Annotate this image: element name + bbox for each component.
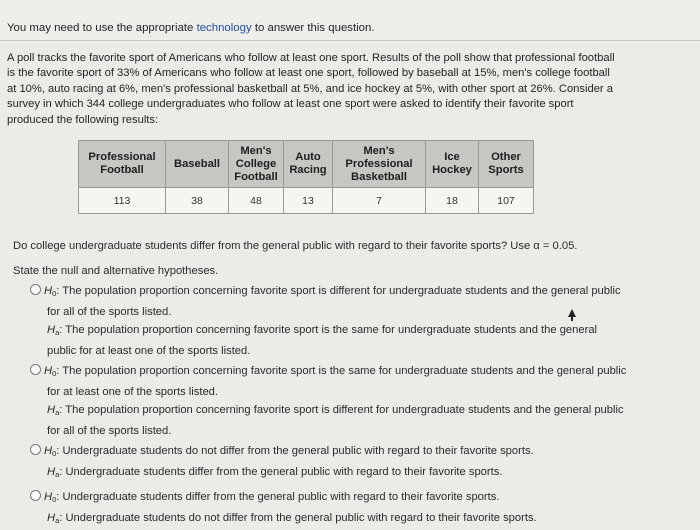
radio-button[interactable] (30, 490, 41, 501)
header-other-sports: Other Sports (479, 141, 534, 188)
null-hypothesis-text: for all of the sports listed. (47, 306, 172, 318)
problem-line: is the favorite sport of 33% of Americans who follow at least one sport, followed by baseball at 15%, men's college football (7, 67, 610, 80)
value-mens-professional-basketball: 7 (333, 188, 426, 214)
header-baseball: Baseball (166, 141, 229, 188)
instruction-pre: You may need to use the appropriate (7, 22, 197, 34)
hypothesis-option-2[interactable]: $H_0$: The population proportion concerning favorite sport is the same for undergraduate students and the general public for at least one of the sports listed. $H_a$: The population proportion concerning favorite sport is different for undergraduate students and the general public for all of the sports listed. (30, 362, 690, 440)
alt-hypothesis-text: : The population proportion concerning favorite sport is the same for undergraduate students and the general (59, 324, 598, 336)
hypothesis-option-3[interactable]: $H_0$: Undergraduate students do not differ from the general public with regard to their favorite sports. $H_a$: Undergraduate students differ from the general public with regard to their favorite sports. (30, 442, 690, 484)
problem-line: A poll tracks the favorite sport of Americans who follow at least one sport. Results of the poll show that professional football (7, 52, 615, 64)
table-header-row (79, 141, 534, 188)
technology-link[interactable]: technology (196, 22, 252, 34)
instruction-post: to answer this question. (251, 22, 375, 34)
problem-line: produced the following results: (7, 113, 159, 126)
null-hypothesis-text: : The population proportion concerning favorite sport is different for undergraduate students and the general public (56, 285, 621, 297)
value-auto-racing: 13 (284, 188, 333, 214)
problem-line: survey in which 344 college undergraduates who follow at least one sport were asked to identify their favorite sport (7, 98, 574, 111)
value-mens-college-football: 48 (229, 188, 284, 214)
value-baseball: 38 (166, 188, 229, 214)
hypotheses-prompt: State the null and alternative hypotheses. (13, 265, 219, 277)
header-mens-professional-basketball: Men's Professional Basketball (333, 141, 426, 188)
header-professional-football: Professional Football (79, 141, 166, 188)
null-hypothesis-text: : Undergraduate students do not differ from the general public with regard to their favorite sports. (56, 445, 534, 457)
problem-line: at 10%, auto racing at 6%, men's professional basketball at 5%, and ice hockey at 5%, with other sport at 26%. Consider a (7, 82, 613, 95)
header-ice-hockey: Ice Hockey (426, 141, 479, 188)
alt-hypothesis-text: : The population proportion concerning favorite sport is different for undergraduate students and the general public (59, 404, 624, 416)
survey-results-table (78, 140, 534, 214)
question-text: Do college undergraduate students differ from the general public with regard to their favorite sports? Use α = 0.05. (13, 240, 578, 252)
instruction-bar (0, 0, 700, 41)
mouse-cursor-stem (571, 316, 573, 321)
header-mens-college-football: Men's College Football (229, 141, 284, 188)
hypothesis-option-4[interactable]: $H_0$: Undergraduate students differ from the general public with regard to their favorite sports. $H_a$: Undergraduate students do not differ from the general public with regard to their favorite sports. (30, 488, 690, 530)
header-auto-racing: Auto Racing (284, 141, 333, 188)
instruction-text (7, 22, 375, 34)
alt-hypothesis-text: public for at least one of the sports listed. (47, 345, 251, 357)
hypothesis-option-1[interactable]: $H_0$: The population proportion concerning favorite sport is different for undergraduate students and the general public for all of the sports listed. $H_a$: The population proportion concerning favorite sport is the same for undergraduate students and the general public for at least one of the sports listed. (30, 282, 690, 360)
radio-button[interactable] (30, 284, 41, 295)
value-other-sports: 107 (479, 188, 534, 214)
value-professional-football: 113 (79, 188, 166, 214)
null-hypothesis-text: : Undergraduate students differ from the general public with regard to their favorite sports. (56, 491, 500, 503)
alt-hypothesis-text: : Undergraduate students differ from the general public with regard to their favorite sports. (59, 466, 503, 478)
problem-statement (7, 51, 695, 128)
null-hypothesis-text: : The population proportion concerning favorite sport is the same for undergraduate students and the general public (56, 365, 627, 377)
alt-hypothesis-text: for all of the sports listed. (47, 425, 172, 437)
radio-button[interactable] (30, 444, 41, 455)
alt-hypothesis-text: : Undergraduate students do not differ from the general public with regard to their favorite sports. (59, 512, 537, 524)
table-row (79, 188, 534, 214)
radio-button[interactable] (30, 364, 41, 375)
null-hypothesis-text: for at least one of the sports listed. (47, 386, 219, 398)
value-ice-hockey: 18 (426, 188, 479, 214)
